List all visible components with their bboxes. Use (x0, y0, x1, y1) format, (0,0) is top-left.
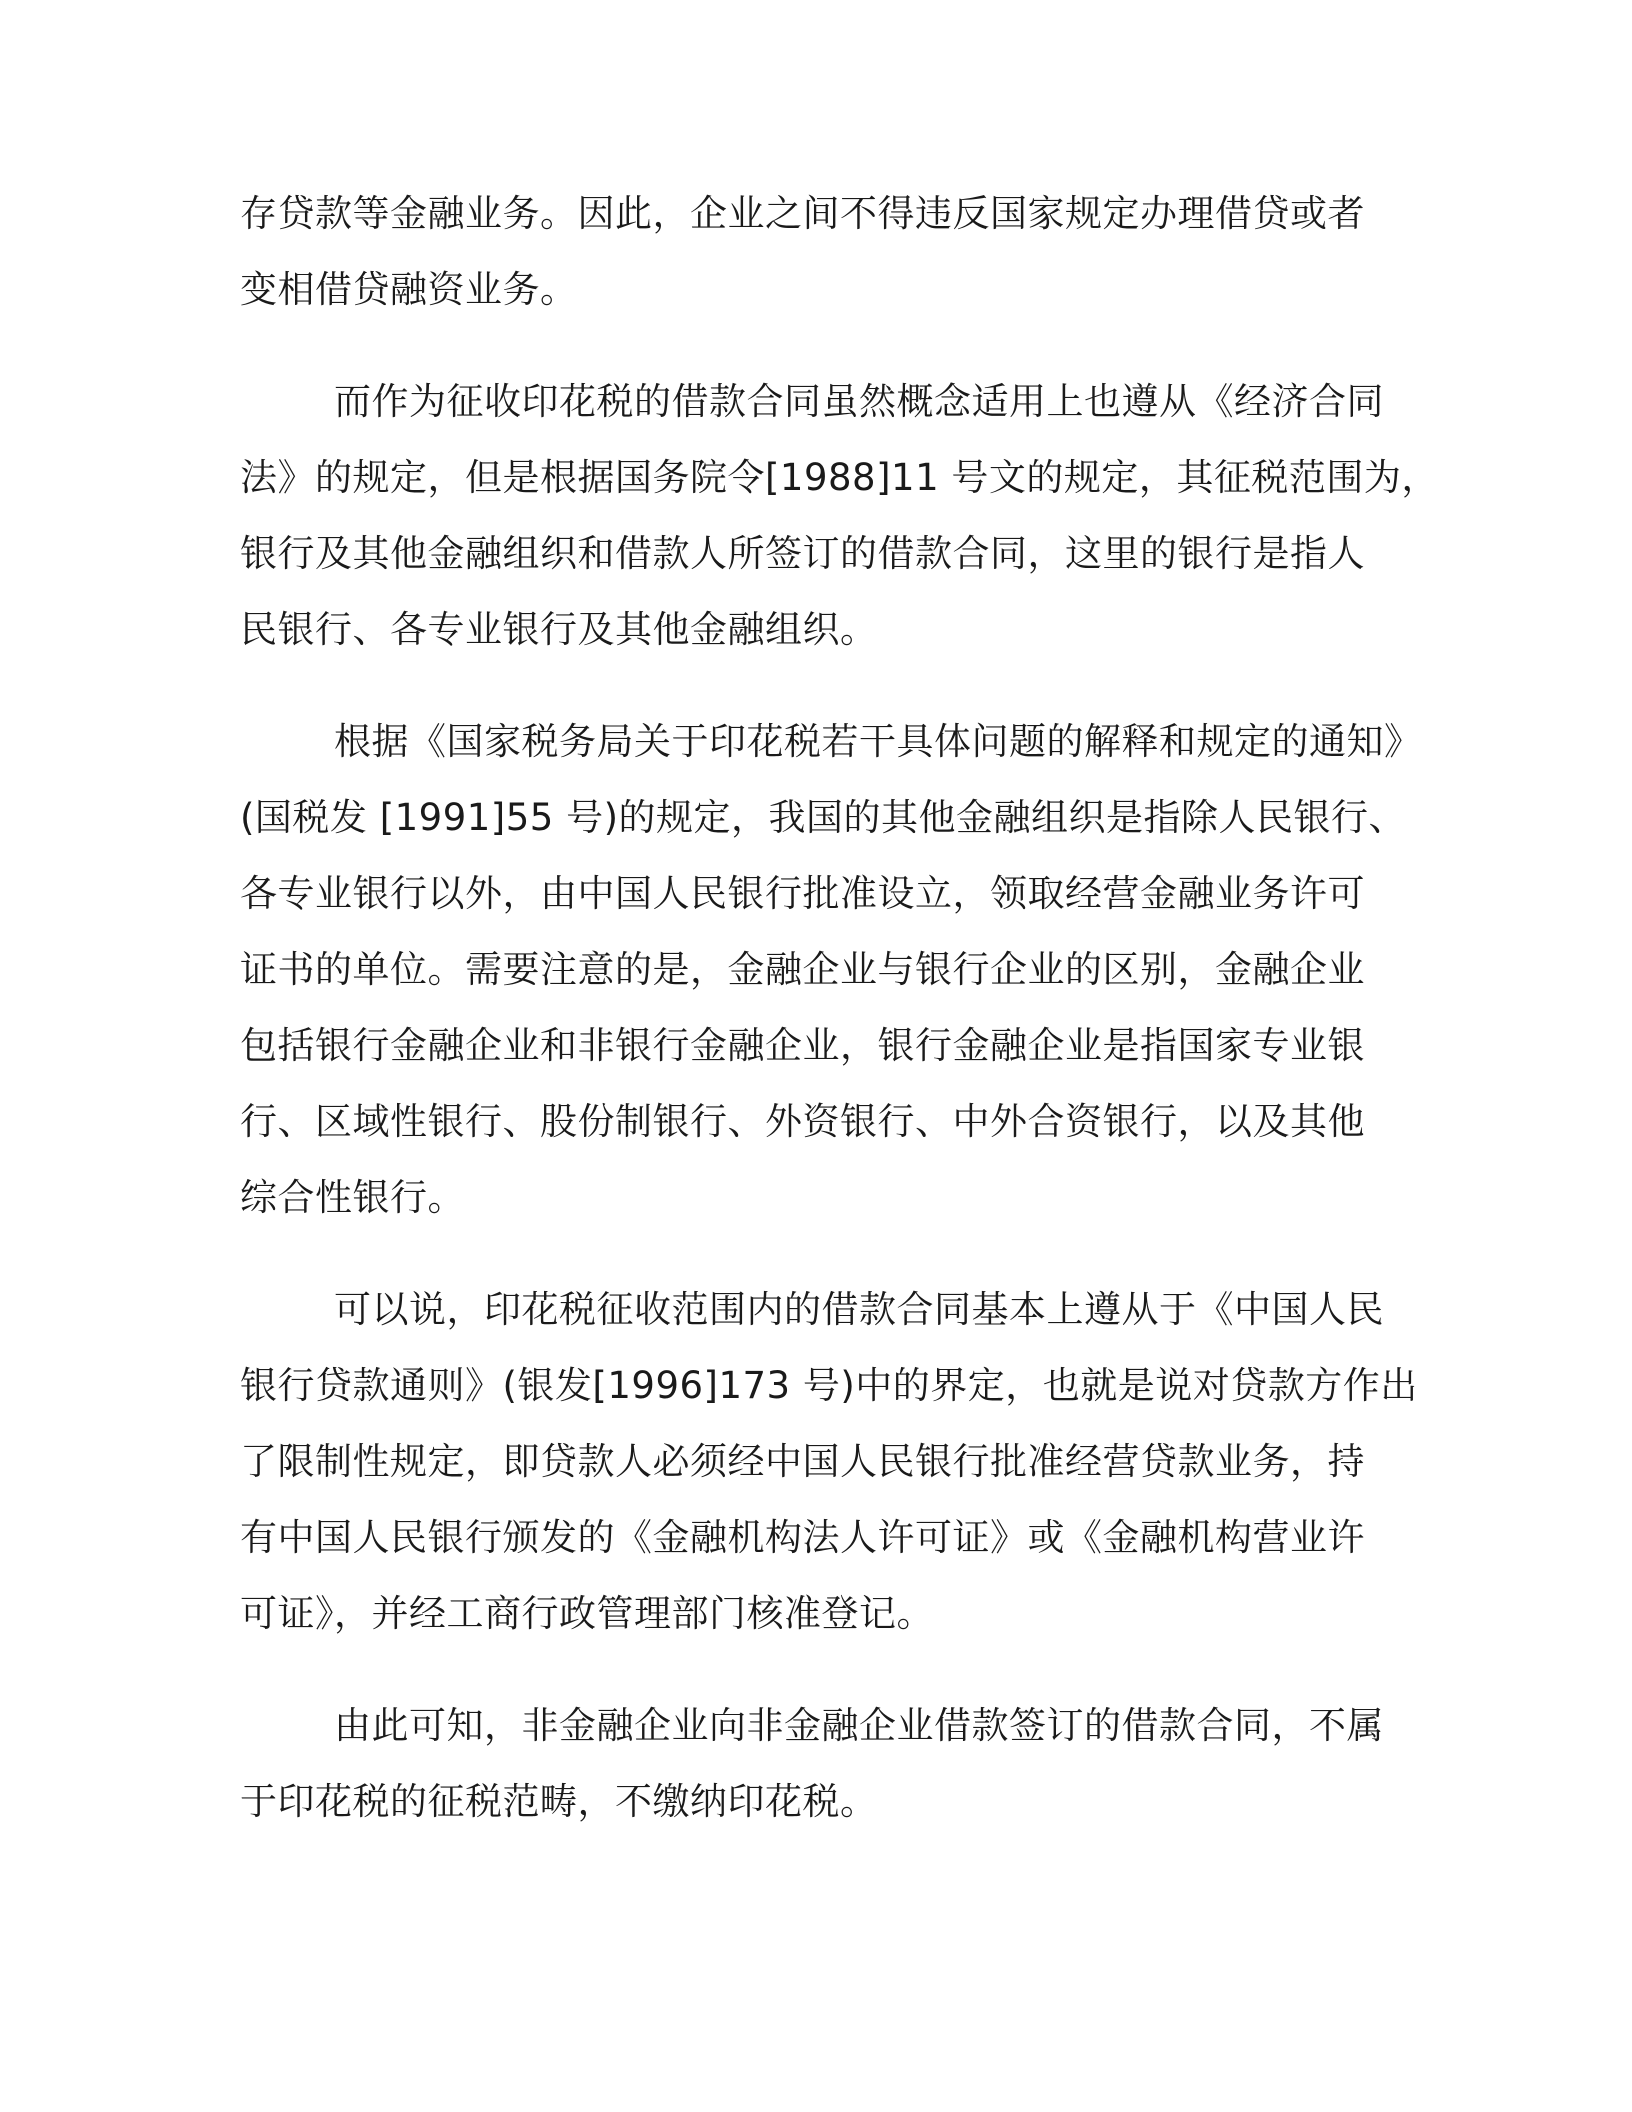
text-line: 行、区域性银行、股份制银行、外资银行、中外合资银行，以及其他 (240, 1100, 1365, 1143)
text-line: 由此可知，非金融企业向非金融企业借款签订的借款合同，不属 (334, 1704, 1384, 1747)
document-body (240, 176, 1439, 1876)
text-line: 根据《国家税务局关于印花税若干具体问题的解释和规定的通知》 (334, 720, 1422, 763)
text-line: 各专业银行以外，由中国人民银行批准设立，领取经营金融业务许可 (240, 872, 1365, 915)
text-line: 可证》，并经工商行政管理部门核准登记。 (240, 1592, 934, 1635)
text-line: 法》的规定，但是根据国务院令[1988]11 号文的规定，其征税范围为， (240, 456, 1439, 499)
text-line: 可以说，印花税征收范围内的借款合同基本上遵从于《中国人民 (334, 1288, 1384, 1331)
paragraph-4 (240, 1272, 1420, 1652)
text-line: (国税发 [1991]55 号)的规定，我国的其他金融组织是指除人民银行、 (240, 796, 1407, 839)
text-line: 民银行、各专业银行及其他金融组织。 (240, 608, 878, 651)
text-line: 于印花税的征税范畴，不缴纳印花税。 (240, 1780, 878, 1823)
paragraph-2 (240, 364, 1439, 668)
text-line: 而作为征收印花税的借款合同虽然概念适用上也遵从《经济合同 (334, 380, 1384, 423)
text-line: 包括银行金融企业和非银行金融企业，银行金融企业是指国家专业银 (240, 1024, 1365, 1067)
text-line: 了限制性规定，即贷款人必须经中国人民银行批准经营贷款业务，持 (240, 1440, 1365, 1483)
text-line: 证书的单位。需要注意的是，金融企业与银行企业的区别，金融企业 (240, 948, 1365, 991)
paragraph-3 (240, 704, 1420, 1236)
paragraph-1 (240, 176, 1420, 328)
text-line: 变相借贷融资业务。 (240, 268, 578, 311)
text-line: 银行贷款通则》(银发[1996]173 号)中的界定，也就是说对贷款方作出 (240, 1364, 1418, 1407)
text-line: 综合性银行。 (240, 1176, 465, 1219)
paragraph-5 (240, 1688, 1420, 1840)
text-line: 有中国人民银行颁发的《金融机构法人许可证》或《金融机构营业许 (240, 1516, 1365, 1559)
text-line: 存贷款等金融业务。因此，企业之间不得违反国家规定办理借贷或者 (240, 192, 1365, 235)
text-line: 银行及其他金融组织和借款人所签订的借款合同，这里的银行是指人 (240, 532, 1365, 575)
